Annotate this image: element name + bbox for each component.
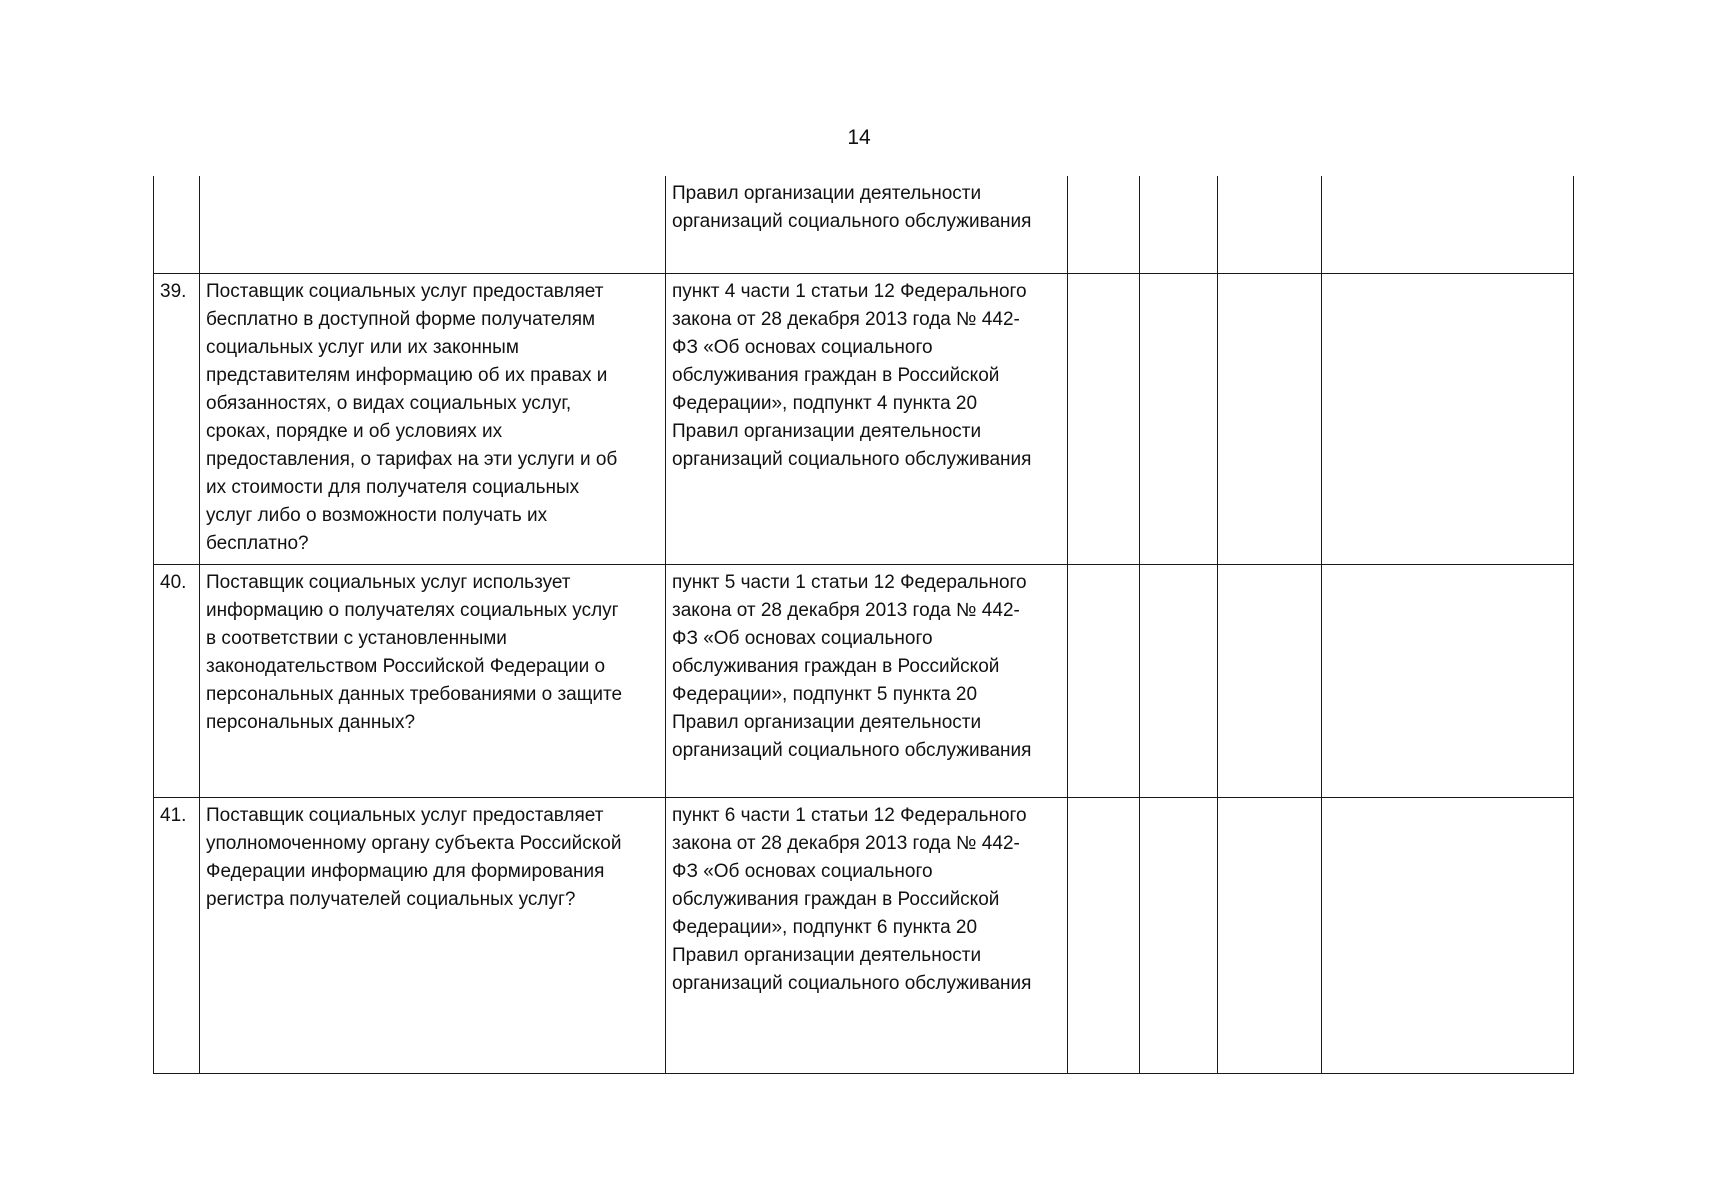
answer-na-cell xyxy=(1218,176,1322,273)
table-row xyxy=(154,273,1574,564)
note-cell xyxy=(1322,176,1574,273)
number-cell: 39. xyxy=(154,273,200,564)
answer-yes-cell xyxy=(1068,564,1140,797)
number-cell: 41. xyxy=(154,797,200,1073)
answer-no-cell xyxy=(1140,176,1218,273)
note-cell xyxy=(1322,564,1574,797)
question-cell: Поставщик социальных услуг использует информацию о получателях социальных услуг в соответствии с установленными законодательством Российской Федерации о персональных данных требованиями о защите персональных данных? xyxy=(200,564,666,797)
table-row xyxy=(154,797,1574,1073)
answer-yes-cell xyxy=(1068,273,1140,564)
reference-cell: пункт 5 части 1 статьи 12 Федерального закона от 28 декабря 2013 года № 442- ФЗ «Об основах социального обслуживания граждан в Российской Федерации», подпункт 5 пункта 20 Правил организации деятельности организаций социального обслуживания xyxy=(666,564,1068,797)
question-cell: Поставщик социальных услуг предоставляет бесплатно в доступной форме получателям социальных услуг или их законным представителям информацию об их правах и обязанностях, о видах социальных услуг, сроках, порядке и об условиях их предоставления, о тарифах на эти услуги и об их стоимости для получателя социальных услуг либо о возможности получать их бесплатно? xyxy=(200,273,666,564)
answer-no-cell xyxy=(1140,564,1218,797)
table-row-continued xyxy=(154,176,1574,273)
reference-cell: пункт 6 части 1 статьи 12 Федерального закона от 28 декабря 2013 года № 442- ФЗ «Об основах социального обслуживания граждан в Российской Федерации», подпункт 6 пункта 20 Правил организации деятельности организаций социального обслуживания xyxy=(666,797,1068,1073)
note-cell xyxy=(1322,797,1574,1073)
answer-yes-cell xyxy=(1068,176,1140,273)
number-cell: 40. xyxy=(154,564,200,797)
table-row xyxy=(154,564,1574,797)
reference-cell: Правил организации деятельности организаций социального обслуживания xyxy=(666,176,1068,273)
answer-yes-cell xyxy=(1068,797,1140,1073)
number-cell xyxy=(154,176,200,273)
answer-na-cell xyxy=(1218,273,1322,564)
answer-na-cell xyxy=(1218,564,1322,797)
question-cell xyxy=(200,176,666,273)
answer-no-cell xyxy=(1140,797,1218,1073)
question-cell: Поставщик социальных услуг предоставляет уполномоченному органу субъекта Российской Федерации информацию для формирования регистра получателей социальных услуг? xyxy=(200,797,666,1073)
answer-no-cell xyxy=(1140,273,1218,564)
note-cell xyxy=(1322,273,1574,564)
page-number: 14 xyxy=(847,126,871,149)
reference-cell: пункт 4 части 1 статьи 12 Федерального закона от 28 декабря 2013 года № 442- ФЗ «Об основах социального обслуживания граждан в Российской Федерации», подпункт 4 пункта 20 Правил организации деятельности организаций социального обслуживания xyxy=(666,273,1068,564)
answer-na-cell xyxy=(1218,797,1322,1073)
checklist-table xyxy=(153,176,1574,1074)
